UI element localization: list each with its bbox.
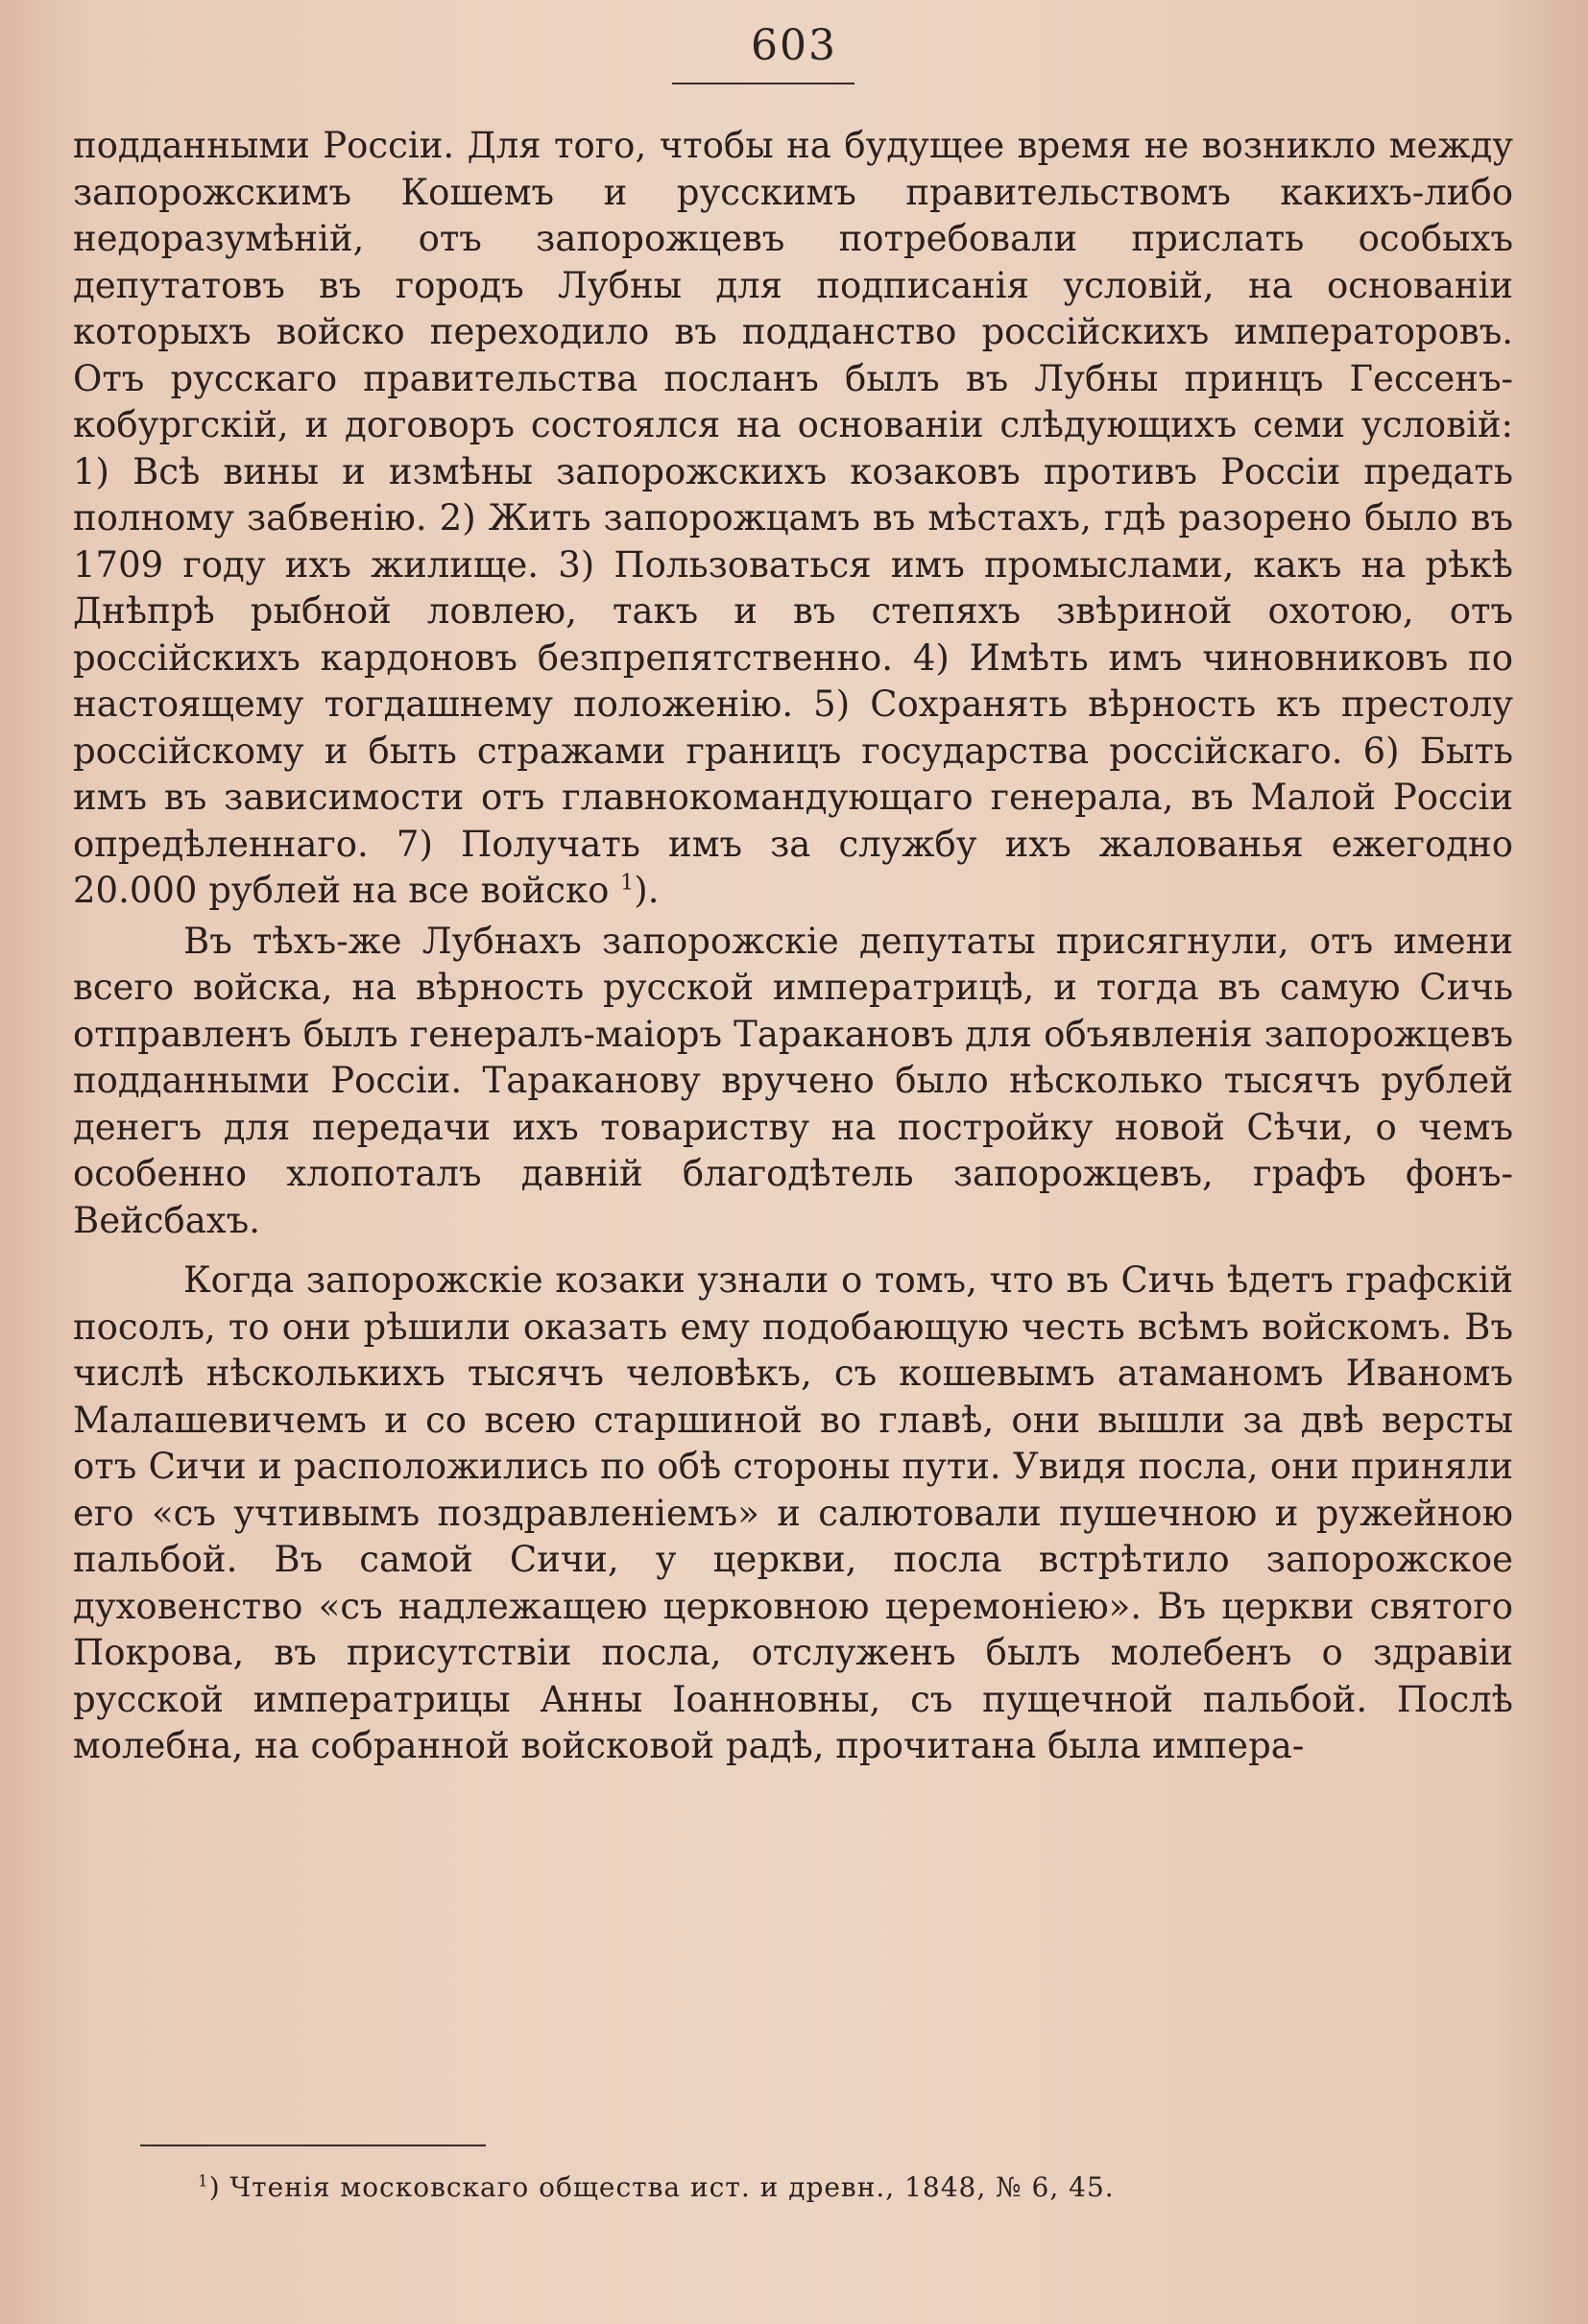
footnote (198, 2171, 1446, 2203)
paragraph-2: Въ тѣхъ-же Лубнахъ запорожскіе депутаты присягнули, отъ имени всего войска, на вѣрность русской императрицѣ, и тогда въ самую Сичь отправленъ былъ генералъ-маіоръ Таракановъ для объявленія запорожцевъ подданными Россіи. Тараканову вручено было нѣсколько тысячъ рублей денегъ для передачи ихъ товариству на постройку новой Сѣчи, о чемъ особенно хлопоталъ давній благодѣтель запорожцевъ, графъ фонъ-Вейсбахъ. (73, 920, 1513, 1241)
footnote-rule (140, 2144, 486, 2146)
footnote-reference-suffix: ). (634, 870, 660, 911)
page-number: 603 (751, 21, 837, 70)
footnote-marker-suffix: ) (208, 2171, 221, 2203)
footnote-reference: 1 (620, 870, 635, 896)
paragraph-3: Когда запорожскіе козаки узнали о томъ, что въ Сичь ѣдетъ графскій посолъ, то они рѣшили оказать ему подобающую честь всѣмъ войскомъ. Въ числѣ нѣсколькихъ тысячъ человѣкъ, съ кошевымъ атаманомъ Иваномъ Малашевичемъ и со всею старшиной во главѣ, они вышли за двѣ версты отъ Сичи и расположились по обѣ стороны пути. Увидя посла, они приняли его «съ учтивымъ поздравленіемъ» и салютовали пушечною и ружейною пальбой. Въ самой Сичи, у церкви, посла встрѣтило запорожское духовенство «съ надлежащею церковною церемоніею». Въ церкви святого Покрова, въ присутствіи посла, отслуженъ былъ молебенъ о здравіи русской императрицы Анны Іоанновны, съ пущечной пальбой. Послѣ молебна, на собранной войсковой радѣ, прочитана была импера- (73, 1259, 1513, 1766)
body-text (73, 123, 1513, 1770)
paragraph-1 (73, 123, 1513, 915)
footnote-text: Чтенія московскаго общества ист. и древн., 1848, № 6, 45. (229, 2171, 1115, 2203)
paragraph-1-text: подданными Россіи. Для того, чтобы на будущее время не возникло между запорожскимъ Кошемъ и русскимъ правительствомъ какихъ-либо недоразумѣній, отъ запорожцевъ потребовали прислать особыхъ депутатовъ въ городъ Лубны для подписанія условій, на основаніи которыхъ войско переходило въ подданство россійскихъ императоровъ. Отъ русскаго правительства посланъ былъ въ Лубны принцъ Гессенъ-кобургскій, и договоръ состоялся на основаніи слѣдующихъ семи условій: 1) Всѣ вины и измѣны запорожскихъ козаковъ противъ Россіи предать полному забвенію. 2) Жить запорожцамъ въ мѣстахъ, гдѣ разорено было въ 1709 году ихъ жилище. 3) Пользоваться имъ промыслами, какъ на рѣкѣ Днѣпрѣ рыбной ловлею, такъ и въ степяхъ звѣриной охотою, отъ россійскихъ кардоновъ безпрепятственно. 4) Имѣть имъ чиновниковъ по настоящему тогдашнему положенію. 5) Сохранять вѣрность къ престолу россійскому и быть стражами границъ государства россійскаго. 6) Быть имъ въ зависимости отъ главнокомандующаго генерала, въ Малой Россіи опредѣленнаго. 7) Получать имъ за службу ихъ жалованья ежегодно 20.000 рублей на все войско (73, 125, 1513, 911)
footnote-marker: 1 (198, 2170, 209, 2191)
header-rule (672, 83, 854, 84)
